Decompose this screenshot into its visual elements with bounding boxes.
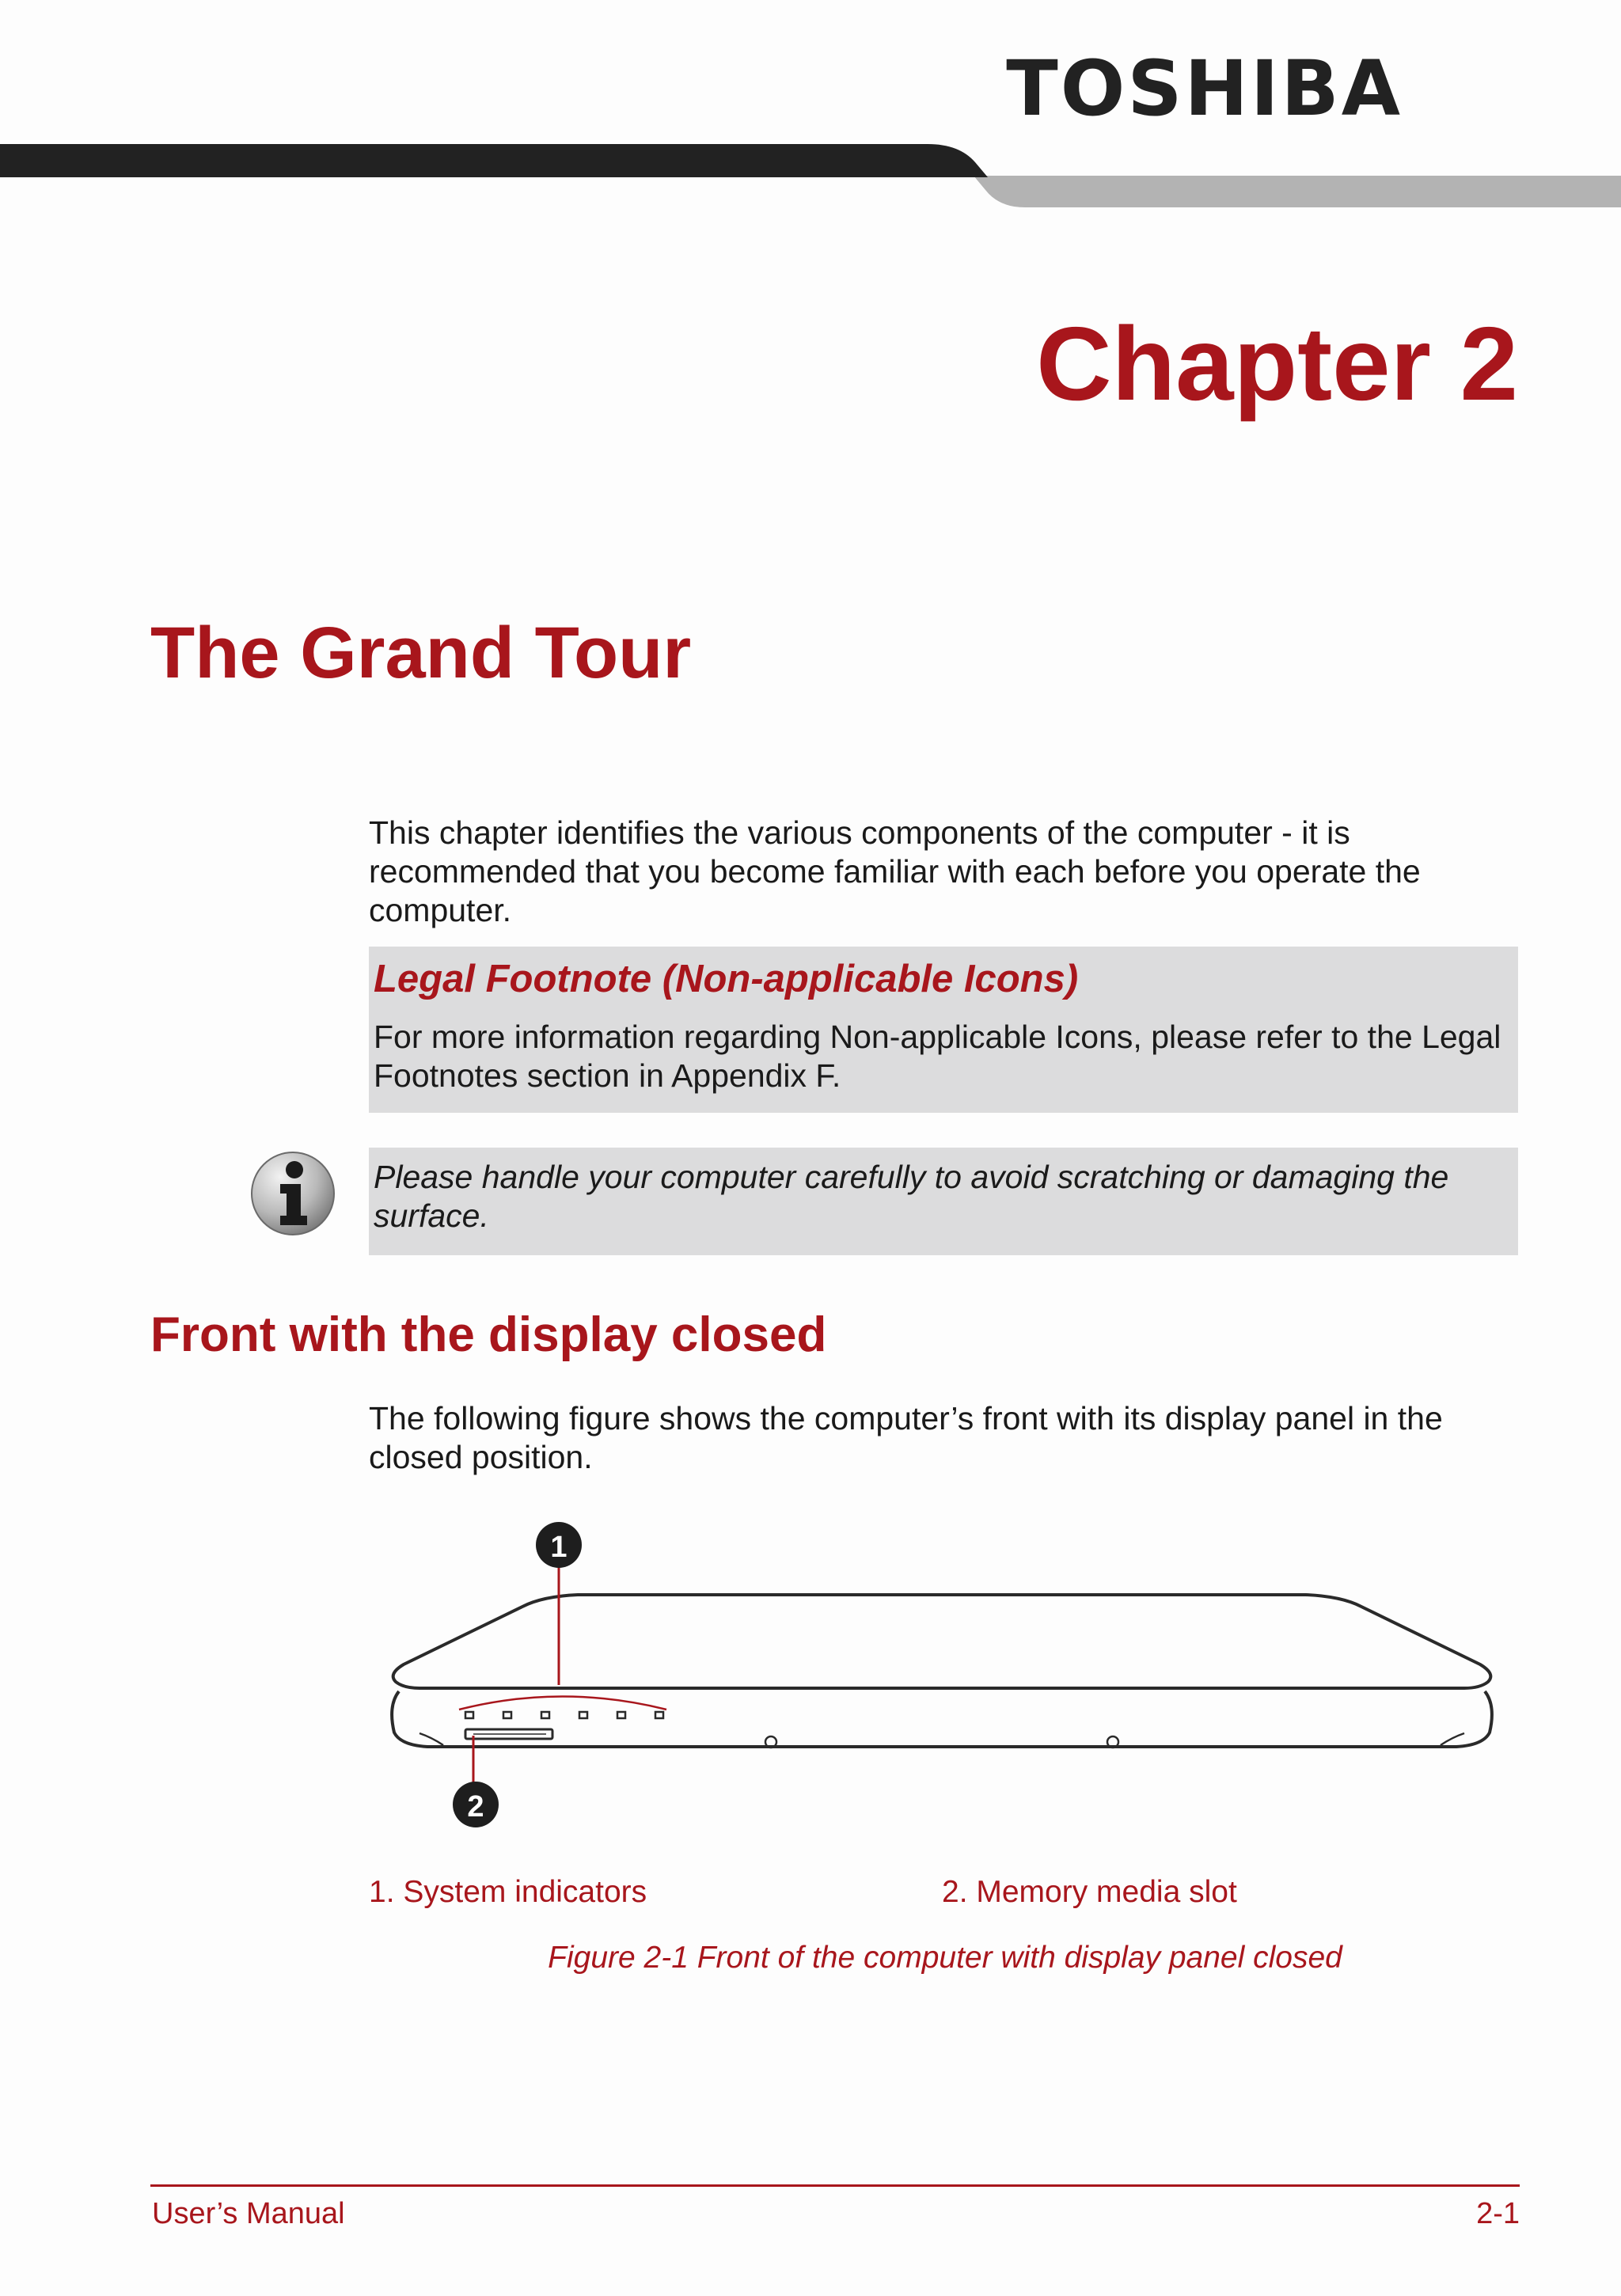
front-paragraph: The following figure shows the computer’s front with its display panel in the closed position. bbox=[369, 1400, 1443, 1475]
figure-caption: Figure 2-1 Front of the computer with display panel closed bbox=[548, 1941, 1342, 1975]
header-dark-stripe bbox=[0, 144, 988, 177]
figure-label-system-indicators: 1. System indicators bbox=[369, 1875, 647, 1909]
laptop-front-figure bbox=[372, 1508, 1512, 1840]
callout-2-label: 2 bbox=[467, 1790, 484, 1824]
section-title: The Grand Tour bbox=[150, 613, 692, 693]
intro-paragraph: This chapter identifies the various components of the computer - it is recommended that you become familiar with each before you operate the computer. bbox=[369, 814, 1421, 928]
footer-manual-title: User’s Manual bbox=[152, 2197, 345, 2230]
laptop-base-outline bbox=[392, 1691, 1492, 1747]
footer-page-number: 2-1 bbox=[1476, 2197, 1520, 2230]
header-light-stripe bbox=[974, 176, 1621, 207]
brand-logo: TOSHIBA bbox=[1006, 44, 1403, 133]
legal-note-heading: Legal Footnote (Non-applicable Icons) bbox=[374, 958, 1079, 1000]
info-icon bbox=[249, 1149, 337, 1238]
footer-divider bbox=[150, 2184, 1520, 2187]
figure-label-memory-slot: 2. Memory media slot bbox=[942, 1875, 1237, 1909]
legal-note-text: For more information regarding Non-applicable Icons, please refer to the Legal Footnotes section in Appendix F. bbox=[374, 1019, 1501, 1094]
callout-1-label: 1 bbox=[550, 1531, 568, 1564]
chapter-title: Chapter 2 bbox=[1036, 306, 1518, 422]
system-indicators bbox=[465, 1712, 663, 1718]
info-note-text: Please handle your computer carefully to avoid scratching or damaging the surface. bbox=[374, 1159, 1449, 1234]
subsection-title: Front with the display closed bbox=[150, 1307, 827, 1362]
